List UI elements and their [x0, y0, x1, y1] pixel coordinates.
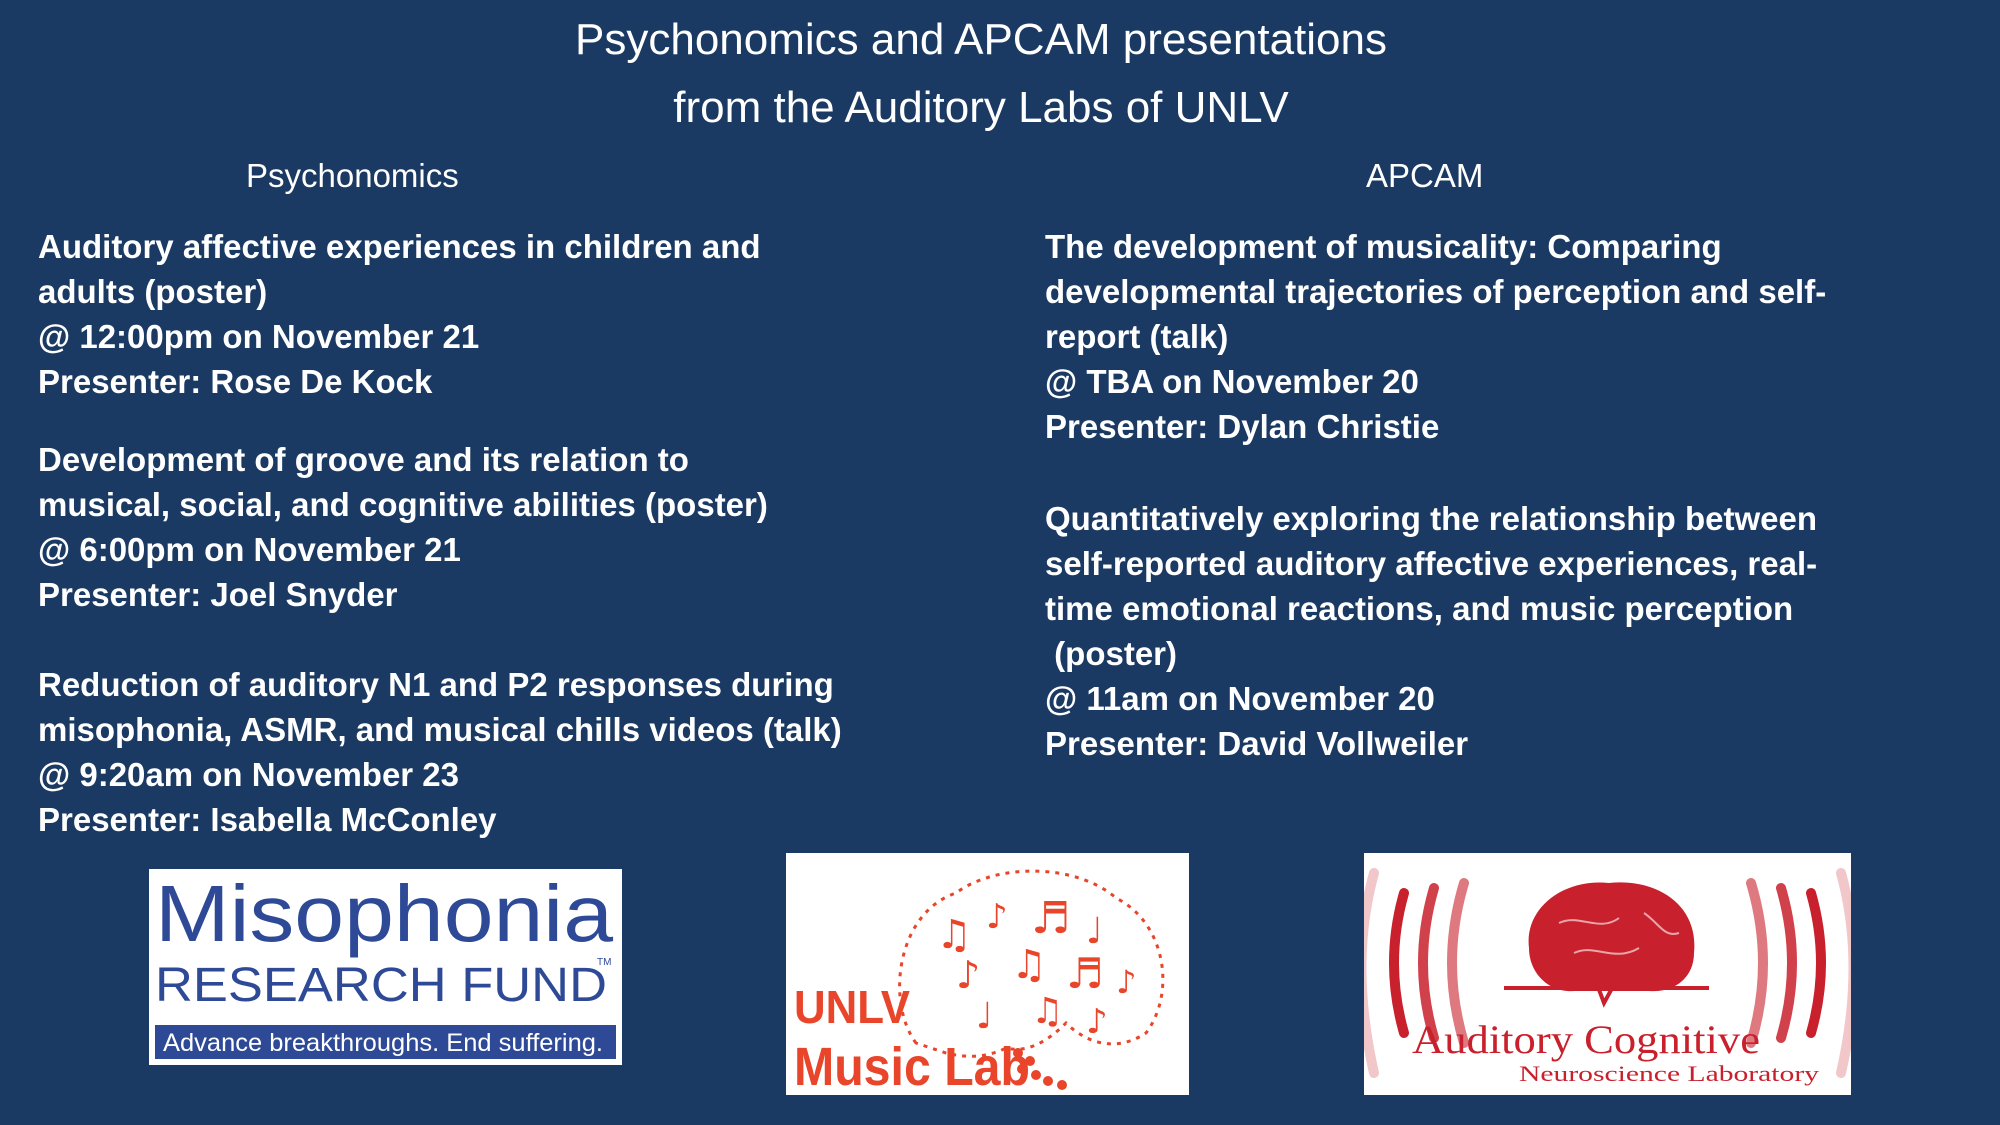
svg-text:♩: ♩	[976, 996, 993, 1037]
entry-time: @ 9:20am on November 23	[38, 756, 460, 793]
title-line-2: from the Auditory Labs of UNLV	[673, 83, 1289, 132]
svg-text:♩: ♩	[1086, 911, 1103, 952]
entry-title-line: developmental trajectories of perception and self-	[1045, 273, 1827, 310]
svg-text:♫: ♫	[1011, 942, 1047, 988]
entry-title-line: time emotional reactions, and music perception	[1045, 590, 1794, 627]
entry-time: @ 11am on November 20	[1045, 680, 1435, 717]
entry-time: @ TBA on November 20	[1045, 363, 1419, 400]
entry-title-line: adults (poster)	[38, 273, 268, 310]
sound-waves-right-icon	[1751, 873, 1851, 1073]
title-line-1: Psychonomics and APCAM presentations	[575, 15, 1387, 64]
misophonia-research-fund-logo	[149, 869, 622, 1065]
svg-text:♬: ♬	[1031, 893, 1071, 944]
misophonia-tagline: Advance breakthroughs. End suffering.	[163, 1029, 603, 1057]
psychonomics-entry-2	[38, 437, 768, 617]
entry-title-line: report (talk)	[1045, 318, 1229, 355]
entry-presenter: Presenter: Dylan Christie	[1045, 408, 1440, 445]
misophonia-wordmark: Misophonia	[155, 869, 614, 958]
entry-presenter: Presenter: Joel Snyder	[38, 576, 398, 613]
entry-presenter: Presenter: Rose De Kock	[38, 363, 433, 400]
psychonomics-heading: Psychonomics	[246, 157, 459, 194]
svg-text:♪: ♪	[1116, 963, 1137, 1001]
auditory-cognitive-lab-logo	[1364, 853, 1851, 1095]
entry-title-line: Development of groove and its relation to	[38, 441, 689, 478]
entry-title-line: The development of musicality: Comparing	[1045, 228, 1722, 265]
entry-title-line: (poster)	[1045, 635, 1177, 672]
svg-text:♪: ♪	[1086, 1002, 1108, 1042]
entry-time: @ 6:00pm on November 21	[38, 531, 461, 568]
music-lab-wordmark: Music Lab	[794, 1037, 1030, 1095]
unlv-wordmark: UNLV	[794, 981, 911, 1033]
entry-title-line: Auditory affective experiences in children and	[38, 228, 761, 265]
svg-text:♫: ♫	[1031, 991, 1064, 1032]
trademark-mark: TM	[597, 957, 612, 968]
acn-subtitle: Neuroscience Laboratory	[1519, 1061, 1819, 1086]
psychonomics-entry-1	[38, 224, 761, 404]
entry-presenter: Presenter: David Vollweiler	[1045, 725, 1469, 762]
entry-title-line: self-reported auditory affective experiences, real-	[1045, 545, 1818, 582]
unlv-logo-graphic	[786, 853, 1189, 1095]
page-title	[0, 6, 1962, 142]
misophonia-logo-graphic	[149, 869, 622, 1065]
svg-text:♪: ♪	[956, 953, 981, 997]
svg-text:♫: ♫	[936, 912, 972, 958]
entry-title-line: Quantitatively exploring the relationship between	[1045, 500, 1817, 537]
svg-text:♬: ♬	[1066, 949, 1104, 998]
entry-title-line: musical, social, and cognitive abilities (poster)	[38, 486, 768, 523]
apcam-heading: APCAM	[1366, 157, 1484, 194]
svg-text:♪: ♪	[986, 897, 1008, 937]
brain-icon	[1504, 882, 1709, 1003]
psychonomics-entry-3	[38, 662, 842, 842]
entry-title-line: Reduction of auditory N1 and P2 responses during	[38, 666, 834, 703]
entry-title-line: misophonia, ASMR, and musical chills videos (talk)	[38, 711, 842, 748]
acn-logo-graphic	[1364, 853, 1851, 1095]
apcam-entry-2	[1045, 496, 1817, 766]
acn-title: Auditory Cognitive	[1412, 1017, 1760, 1062]
unlv-music-lab-logo	[786, 853, 1189, 1095]
entry-presenter: Presenter: Isabella McConley	[38, 801, 497, 838]
entry-time: @ 12:00pm on November 21	[38, 318, 480, 355]
misophonia-subtitle: RESEARCH FUND	[155, 959, 607, 1012]
apcam-entry-1	[1045, 224, 1826, 449]
